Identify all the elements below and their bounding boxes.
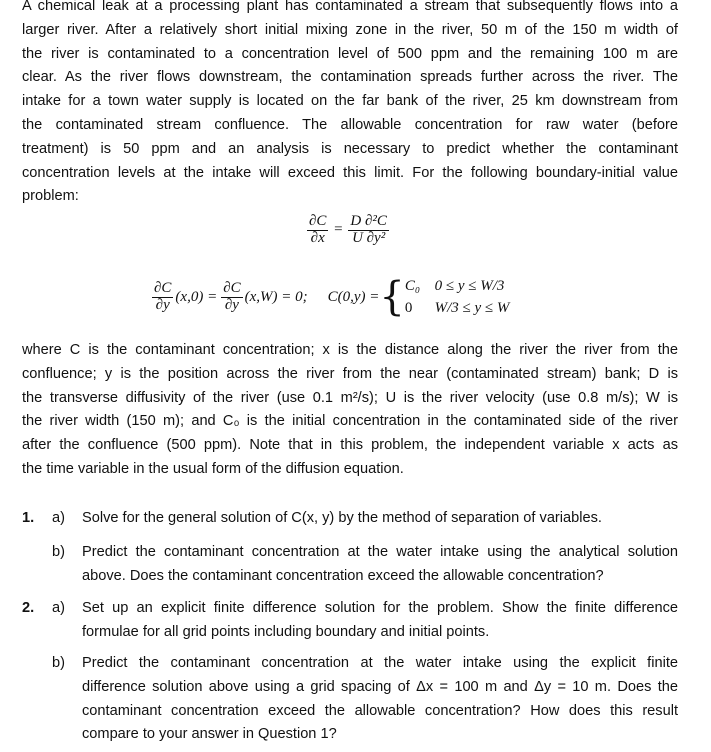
intro-line: concentration levels at the intake will exceed this limit. For the following boundary-initial value (22, 164, 678, 181)
intro-line: clear. As the river flows downstream, the contamination spreads further across the river. The (22, 69, 678, 86)
ic-case2-val: 0 (404, 300, 413, 316)
question-part-text (82, 597, 678, 645)
bc1-arg: (x,0) = (175, 288, 218, 305)
bc2-derivative (221, 281, 242, 314)
where-line: the time variable in the usual form of the diffusion equation. (22, 460, 404, 477)
bc1-den: ∂y (155, 296, 170, 313)
ic-case-2 (405, 297, 510, 319)
ic-brace: { (379, 274, 405, 320)
bc2-arg: (x,W) = 0; (244, 288, 308, 305)
ic-case2-cond: W/3 ≤ y ≤ W (434, 300, 510, 316)
intro-paragraph (22, 0, 678, 209)
ic-lhs: C(0,y) = (327, 288, 380, 305)
pde-lhs (307, 214, 328, 247)
part-line: formulae for all grid points including boundary and initial points. (82, 623, 490, 640)
part-label: a) (52, 600, 65, 616)
bc2-num: ∂C (223, 279, 241, 296)
ic-case1-cond: 0 ≤ y ≤ W/3 (434, 278, 505, 294)
intro-line: larger river. After a relatively short initial mixing zone in the river, 50 m of the 150 m width of (22, 21, 678, 38)
ic-cases (405, 275, 510, 319)
bc2-den: ∂y (224, 296, 239, 313)
where-line: the river width (150 m); and C₀ is the initial concentration in the contaminated side of the river (22, 413, 678, 430)
pde-rhs-den: U ∂y² (352, 229, 386, 246)
part-line: compare to your answer in Question 1? (82, 726, 337, 743)
where-line: after the confluence (500 ppm). Note that in this problem, the independent variable x acts as (22, 437, 678, 454)
pde-equation (305, 214, 391, 247)
pde-lhs-num: ∂C (309, 213, 327, 229)
part-line: difference solution above using a grid spacing of Δx = 100 m and Δy = 10 m. Does the (82, 678, 678, 695)
pde-rhs (348, 214, 389, 247)
part-line: Solve for the general solution of C(x, y) by the method of separation of variables. (82, 510, 602, 526)
part-label: a) (52, 510, 65, 526)
question-part-text (82, 541, 678, 589)
intro-line: the contaminated stream confluence. The allowable concentration for raw water (before (22, 116, 678, 133)
question-number: 1. (22, 510, 35, 526)
pde-rhs-num: D ∂²C (350, 213, 387, 229)
intro-line: treatment) is 50 ppm and an analysis is necessary to predict whether the contaminant (22, 140, 678, 157)
part-line: Predict the contaminant concentration at the water intake using the explicit finite (82, 655, 678, 671)
ic-case1-val: C₀ (404, 278, 421, 294)
part-label: b) (52, 544, 65, 560)
pde-equals: = (334, 221, 343, 238)
bc1-num: ∂C (154, 279, 172, 296)
intro-line: A chemical leak at a processing plant has contaminated a stream that subsequently flows into a (22, 0, 678, 14)
where-line: confluence; y is the position across the river from the near (contaminated stream) bank; D is (22, 365, 678, 382)
question-part-text (82, 652, 678, 747)
intro-line: intake for a town water supply is located on the far bank of the river, 25 km downstream from (22, 93, 678, 110)
where-line: where C is the contaminant concentration; x is the distance along the river the river from the (22, 342, 678, 358)
part-line: contaminant concentration exceed the allowable concentration? How does this result (82, 702, 678, 719)
ic-case-1 (405, 275, 510, 297)
part-label: b) (52, 655, 65, 671)
part-line: Predict the contaminant concentration at the water intake using the analytical solution (82, 544, 678, 560)
intro-line: problem: (22, 188, 79, 205)
question-number: 2. (22, 600, 35, 616)
definitions-paragraph (22, 339, 678, 482)
intro-line: the river is contaminated to a concentration level of 500 ppm and the remaining 100 m are (22, 45, 678, 62)
part-line: above. Does the contaminant concentration exceed the allowable concentration? (82, 567, 604, 584)
where-line: the transverse diffusivity of the river (use 0.1 m²/s); U is the river velocity (use 0.8 m/s); W is (22, 389, 678, 406)
bc1-derivative (152, 281, 173, 314)
part-line: Set up an explicit finite difference solution for the problem. Show the finite difference (82, 600, 678, 616)
boundary-conditions (150, 275, 509, 319)
question-part-text (82, 507, 678, 531)
pde-lhs-den: ∂x (310, 229, 325, 246)
